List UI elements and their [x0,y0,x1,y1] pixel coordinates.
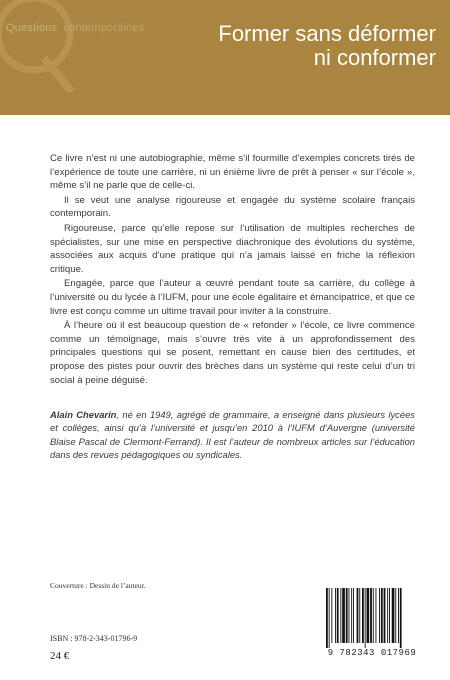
blurb-paragraph-2: Il se veut une analyse rigoureuse et engagée du système scolaire français contemporain. [50,194,415,220]
series-name: Questions [6,22,58,34]
series-name-secondary: contemporaines [63,22,145,34]
author-bio [50,408,415,462]
barcode-number: 9 782343 017969 [327,648,417,658]
isbn: ISBN : 978-2-343-01796-9 [50,634,138,643]
blurb-paragraph-1: Ce livre n’est ni une autobiographie, même s’il fourmille d’exemples concrets tirés de l’expérience de toute une carrière, ni un énième livre de prêt à penser « sur l’école », même s’il ne parle que de celle-ci. [50,153,415,192]
blurb-paragraph-4: Engagée, parce que l’auteur a œuvré pendant toute sa carrière, du collège à l’université ou du lycée à l’IUFM, pour une école égalitaire et émancipatrice, et que ce livre est conçu comme un ultime travail pour inviter à la construire. [50,278,415,317]
series-label [6,22,144,34]
barcode-icon [324,588,420,648]
q-logo-watermark-icon [0,0,86,92]
blurb-paragraph-3: Rigoureuse, parce qu’elle repose sur l’utilisation de multiples recherches de spécialistes, sur une mise en perspective diachronique des évolutions du système, associées aux acquis d’une pratique qui n’a jamais laissé en friche la réflexion critique. [50,222,415,275]
blurb-paragraph-5: À l’heure où il est beaucoup question de « refonder » l’école, ce livre commence comme un témoignage, mais s’ouvre très vite à un approfondissement des principales questions qui se posent, remettant en cause bien des certitudes, et propose des pistes pour ouvrir des brèches dans un système qui reste celui d’un tri social à peine déguisé. [50,320,415,386]
cover-credit: Couverture : Dessin de l’auteur. [50,581,146,590]
author-name: Alain Chevarin [50,409,117,420]
blurb-text [50,152,415,387]
title-line-1: Former sans déformer [218,21,436,46]
book-title [218,22,436,70]
header-band [0,0,450,115]
title-line-2: ni conformer [313,45,436,70]
price: 24 € [50,650,70,662]
author-bio-text: , né en 1949, agrégé de grammaire, a enseigné dans plusieurs lycées et collèges, ainsi qu’à l’université et jusqu’en 2010 à l’IUFM d’Auvergne (université Blaise Pascal de Clermont-Ferrand). Il est l’auteur de nombreux articles sur l’éducation dans des revues pédagogiques ou syndicales. [50,409,415,461]
